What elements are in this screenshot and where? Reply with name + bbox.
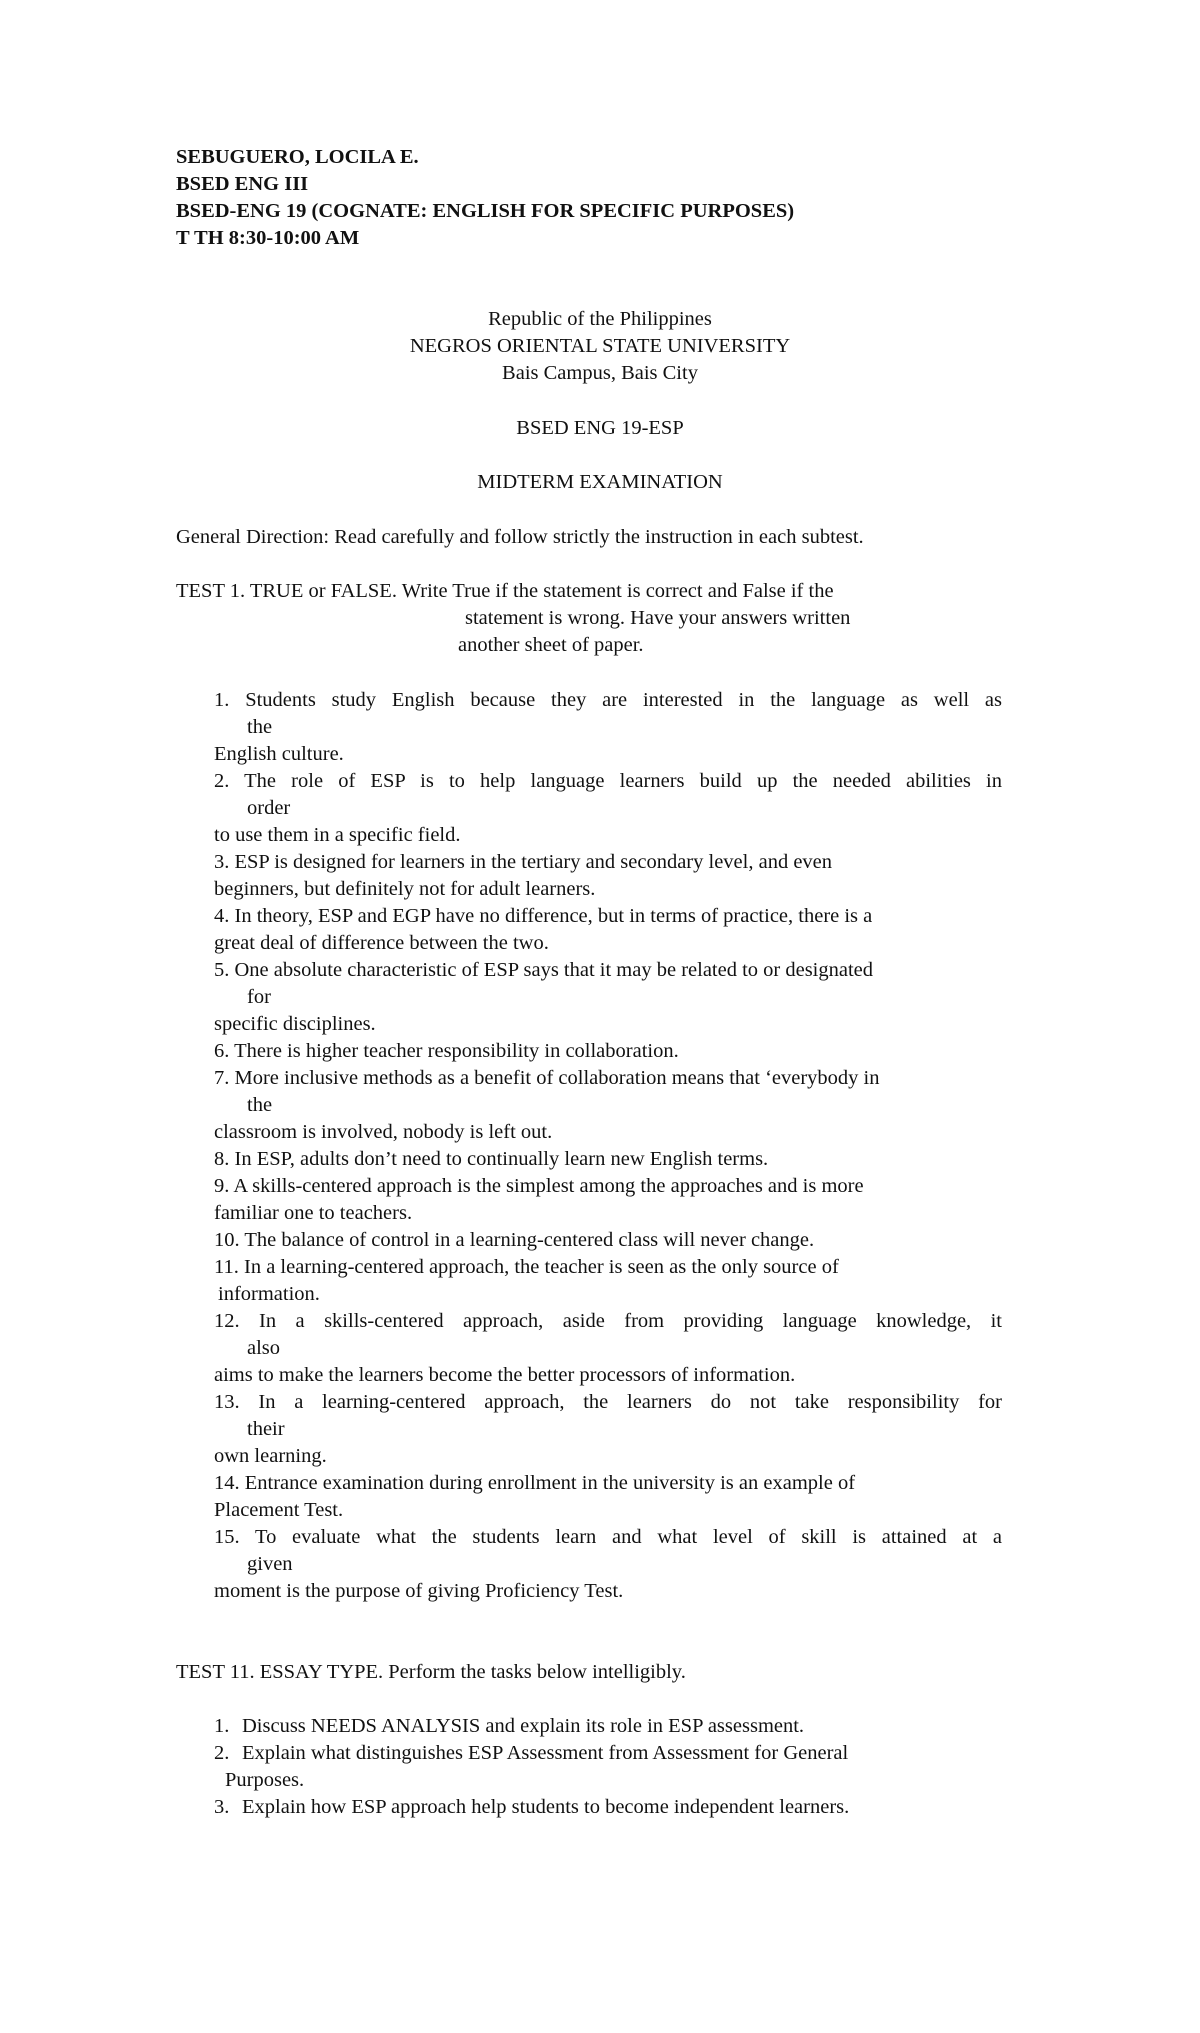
test2-item-3-text: Explain how ESP approach help students to become independent learners. <box>242 1796 850 1818</box>
test1-item-13-line3: own learning. <box>214 1445 327 1467</box>
test1-item-7-line1: 7. More inclusive methods as a benefit of collaboration means that ‘everybody in <box>214 1067 880 1089</box>
test1-item-3-line2: beginners, but definitely not for adult learners. <box>214 878 596 900</box>
general-direction: General Direction: Read carefully and follow strictly the instruction in each subtest. <box>176 526 864 548</box>
test1-item-1-line2: the <box>247 716 273 738</box>
test1-item-10: 10. The balance of control in a learning-centered class will never change. <box>214 1229 815 1251</box>
country-line: Republic of the Philippines <box>488 308 712 330</box>
test1-item-12-line2: also <box>247 1337 281 1359</box>
test1-item-3-line1: 3. ESP is designed for learners in the tertiary and secondary level, and even <box>214 851 833 873</box>
test2-item-3-number: 3. <box>214 1796 230 1818</box>
test1-item-13-line1: 13. In a learning-centered approach, the learners do not take responsibility for <box>214 1391 1002 1413</box>
test1-item-8: 8. In ESP, adults don’t need to continually learn new English terms. <box>214 1148 769 1170</box>
test1-item-5-line1: 5. One absolute characteristic of ESP says that it may be related to or designated <box>214 959 874 981</box>
test1-item-14-line2: Placement Test. <box>214 1499 344 1521</box>
class-schedule: T TH 8:30-10:00 AM <box>176 227 360 249</box>
test1-item-5-line3: specific disciplines. <box>214 1013 376 1035</box>
subject-title: BSED-ENG 19 (COGNATE: ENGLISH FOR SPECIFIC PURPOSES) <box>176 200 795 222</box>
course-year: BSED ENG III <box>176 173 309 195</box>
course-code: BSED ENG 19-ESP <box>516 417 684 439</box>
test1-item-13-line2: their <box>247 1418 285 1440</box>
test2-item-2-number: 2. <box>214 1742 230 1764</box>
test1-heading: TEST 1. TRUE or FALSE. Write True if the statement is correct and False if the <box>176 580 834 602</box>
test2-item-1-text: Discuss NEEDS ANALYSIS and explain its role in ESP assessment. <box>242 1715 805 1737</box>
test1-item-12-line1: 12. In a skills-centered approach, aside from providing language knowledge, it <box>214 1310 1002 1332</box>
test1-item-5-line2: for <box>247 986 271 1008</box>
test1-item-4-line1: 4. In theory, ESP and EGP have no difference, but in terms of practice, there is a <box>214 905 873 927</box>
test1-item-12-line3: aims to make the learners become the better processors of information. <box>214 1364 796 1386</box>
test1-item-14-line1: 14. Entrance examination during enrollment in the university is an example of <box>214 1472 856 1494</box>
test2-item-2-line2: Purposes. <box>225 1769 305 1791</box>
campus-line: Bais Campus, Bais City <box>502 362 698 384</box>
test2-heading: TEST 11. ESSAY TYPE. Perform the tasks below intelligibly. <box>176 1661 686 1683</box>
test1-instruction-line2: statement is wrong. Have your answers written <box>465 607 851 629</box>
test1-item-11-line1: 11. In a learning-centered approach, the teacher is seen as the only source of <box>214 1256 839 1278</box>
test1-item-7-line2: the <box>247 1094 273 1116</box>
test1-item-2-line3: to use them in a specific field. <box>214 824 461 846</box>
test1-item-7-line3: classroom is involved, nobody is left out. <box>214 1121 553 1143</box>
test1-item-2-line1: 2. The role of ESP is to help language learners build up the needed abilities in <box>214 770 1002 792</box>
test1-item-11-line2: information. <box>218 1283 320 1305</box>
test1-item-9-line2: familiar one to teachers. <box>214 1202 413 1224</box>
test2-item-1-number: 1. <box>214 1715 230 1737</box>
test1-instruction-line3: another sheet of paper. <box>458 634 644 656</box>
test1-item-1-line3: English culture. <box>214 743 344 765</box>
test1-item-15-line2: given <box>247 1553 293 1575</box>
test1-item-2-line2: order <box>247 797 291 819</box>
test1-item-6: 6. There is higher teacher responsibility in collaboration. <box>214 1040 679 1062</box>
student-name: SEBUGUERO, LOCILA E. <box>176 146 419 168</box>
exam-title: MIDTERM EXAMINATION <box>477 471 723 493</box>
test1-item-9-line1: 9. A skills-centered approach is the simplest among the approaches and is more <box>214 1175 864 1197</box>
test1-item-15-line1: 15. To evaluate what the students learn and what level of skill is attained at a <box>214 1526 1002 1548</box>
university-name: NEGROS ORIENTAL STATE UNIVERSITY <box>409 335 791 357</box>
test1-item-4-line2: great deal of difference between the two. <box>214 932 549 954</box>
test2-item-2-text: Explain what distinguishes ESP Assessment from Assessment for General <box>242 1742 849 1764</box>
test1-item-1-line1: 1. Students study English because they are interested in the language as well as <box>214 689 1002 711</box>
test1-item-15-line3: moment is the purpose of giving Proficiency Test. <box>214 1580 624 1602</box>
